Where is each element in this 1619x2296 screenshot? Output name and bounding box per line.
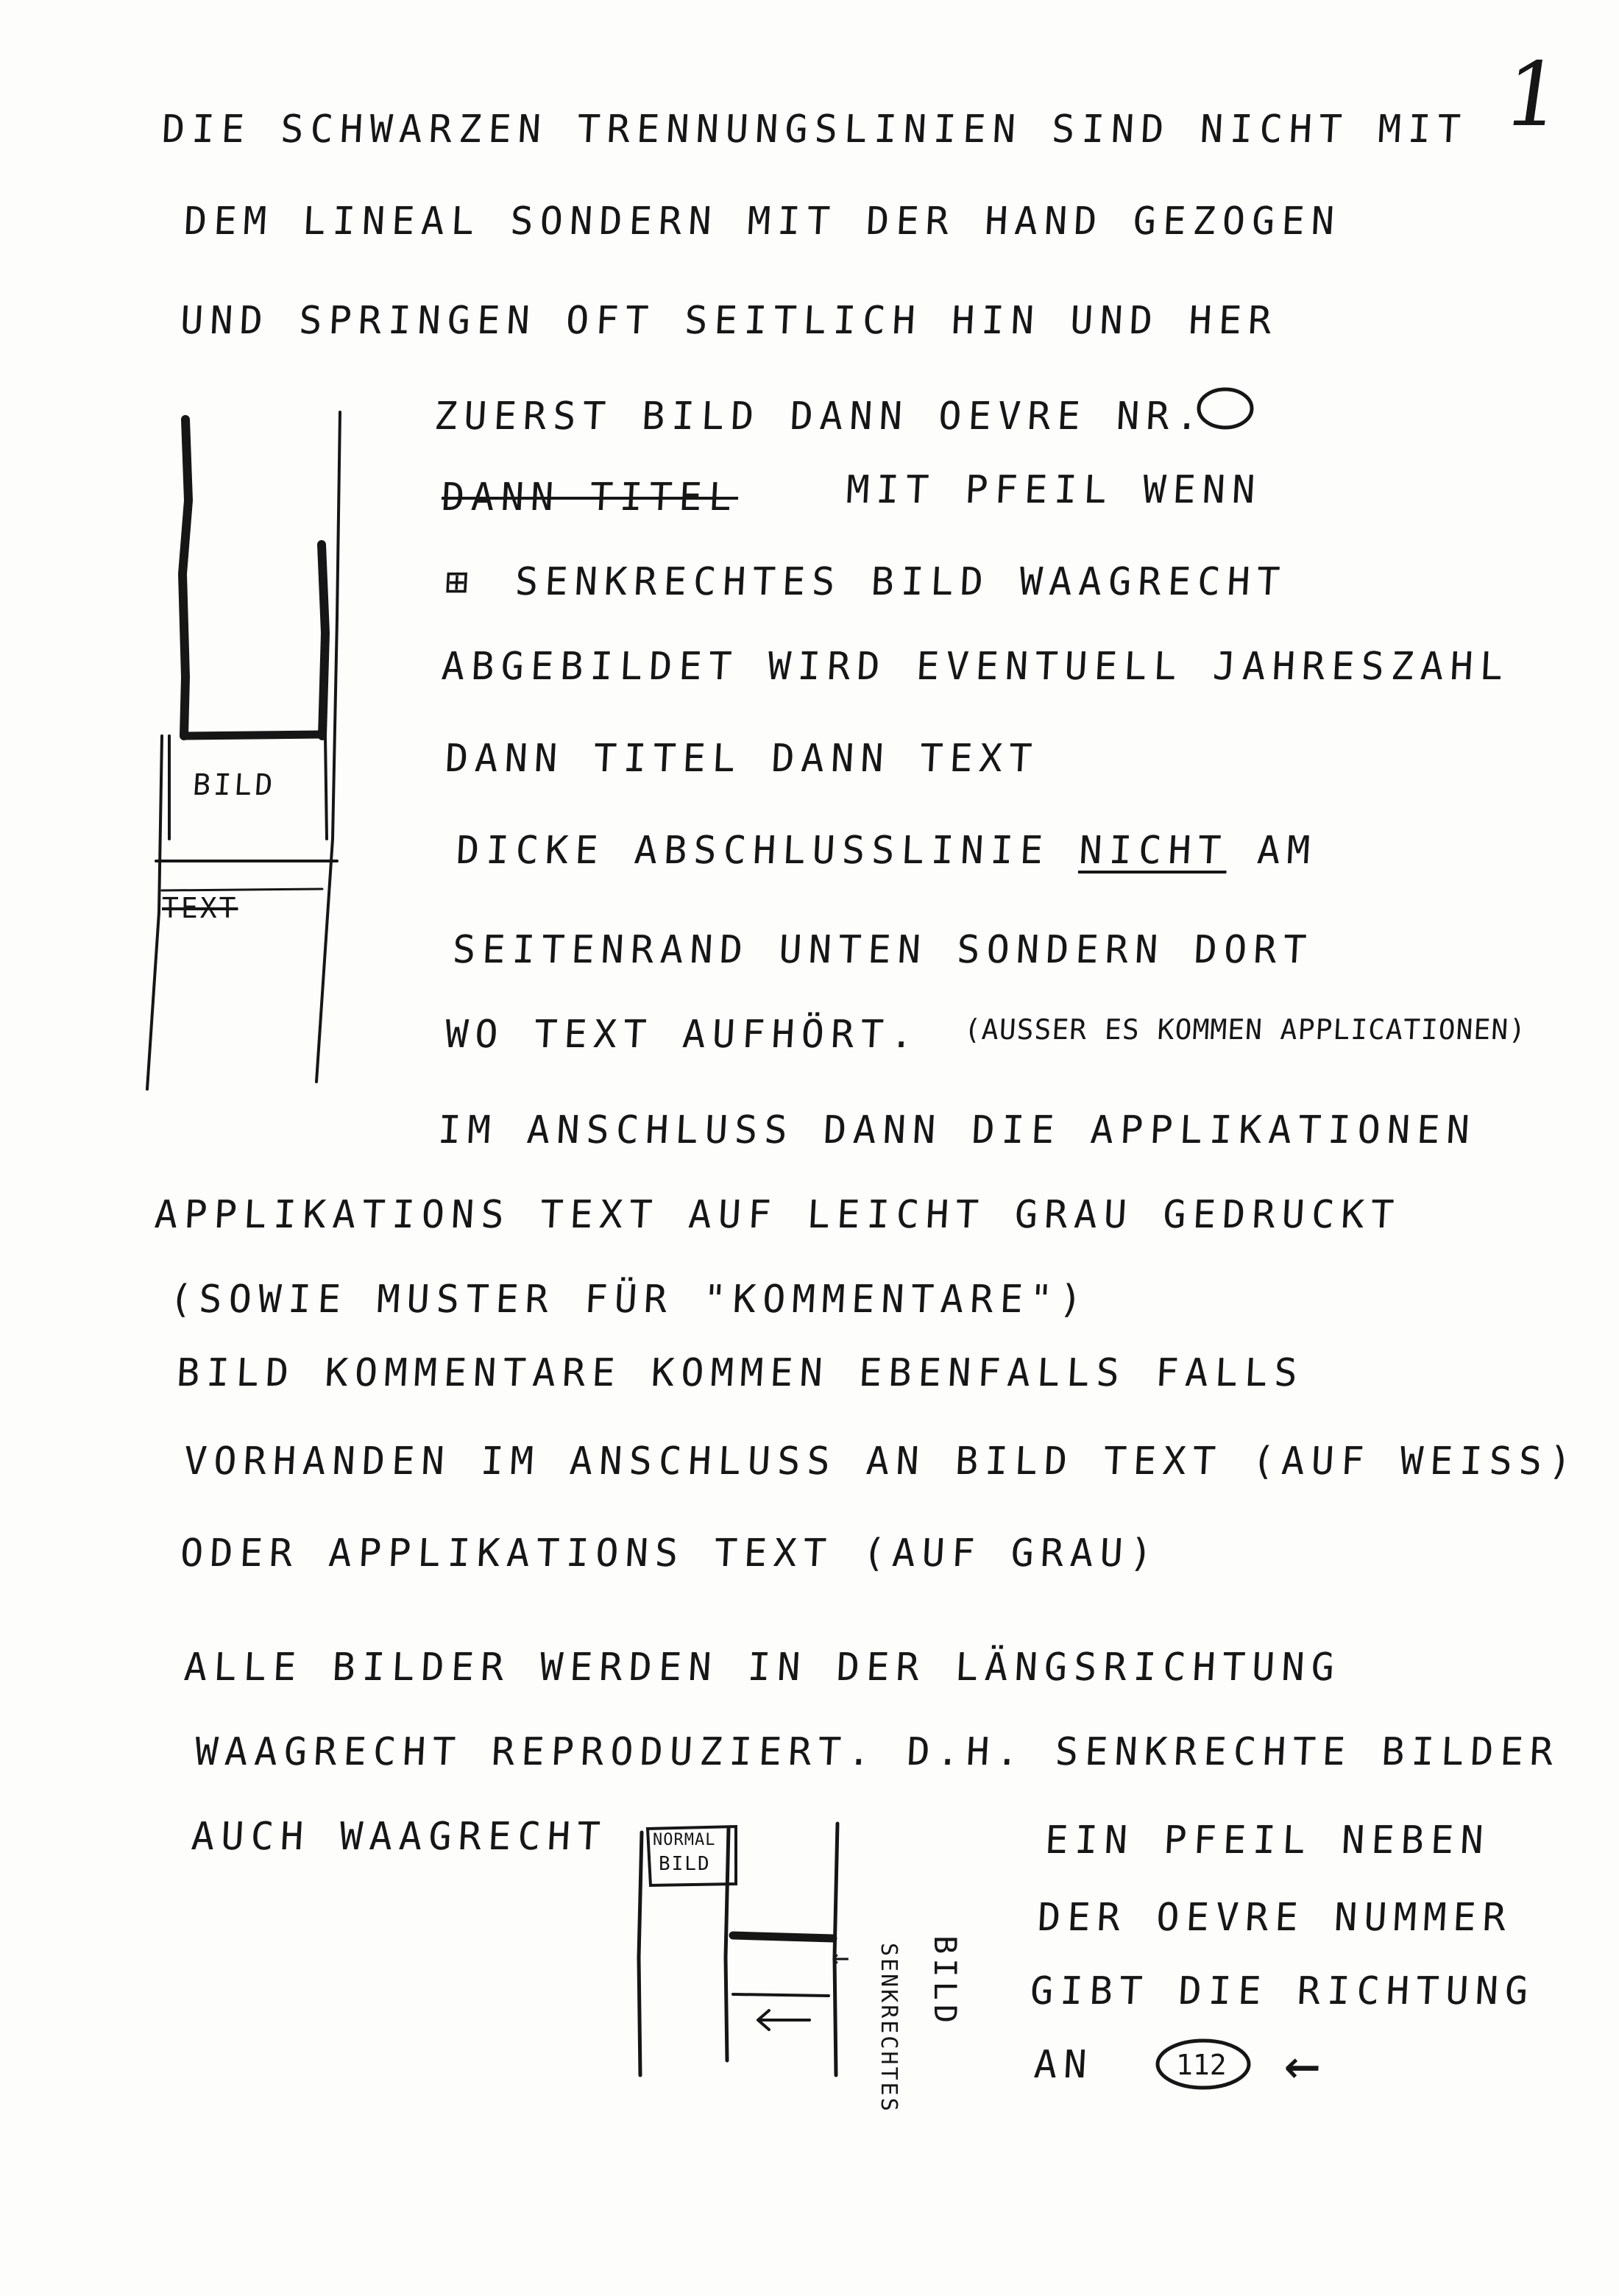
note-line: GIBT DIE RICHTUNG <box>1029 1969 1536 2013</box>
circle-symbol <box>1192 383 1258 434</box>
normal-bild-label: BILD <box>659 1853 711 1875</box>
normal-label: NORMAL <box>653 1831 716 1849</box>
note-line: IM ANSCHLUSS DANN DIE APPLIKATIONEN <box>436 1108 1478 1152</box>
note-line-struck: DANN TITEL <box>440 475 740 520</box>
sketch2-middle-line <box>726 1829 729 2061</box>
note-line <box>455 829 1318 873</box>
sketch-bild-label: BILD <box>191 768 277 802</box>
thick-closing-line <box>184 734 322 736</box>
sketch2-inner-arrow <box>758 2010 810 2030</box>
layout-sketch <box>132 397 353 1104</box>
note-line: ODER APPLIKATIONS TEXT (AUF GRAU) <box>179 1531 1161 1576</box>
note-line: (SOWIE MUSTER FÜR "KOMMENTARE") <box>168 1278 1091 1322</box>
note-line: AUCH WAAGRECHT <box>190 1815 608 1859</box>
note-line: ABGEBILDET WIRD EVENTUELL JAHRESZAHL <box>440 645 1511 689</box>
note-line: MIT PFEIL WENN <box>845 468 1263 512</box>
note-line: DIE SCHWARZEN TRENNUNGSLINIEN SIND NICHT MIT <box>160 107 1469 152</box>
arrow-left-icon: ← <box>1282 2030 1322 2100</box>
note-line: APPLIKATIONS TEXT AUF LEICHT GRAU GEDRUCKT <box>153 1193 1402 1237</box>
arrow-left-icon: ← <box>832 1941 850 1974</box>
sketch-text-label-struck: TEXT <box>162 892 238 924</box>
note-line: SEITENRAND UNTEN SONDERN DORT <box>451 928 1314 972</box>
grid-symbol: ⊞ <box>444 560 476 604</box>
oeuvre-number-example: 112 <box>1176 2049 1227 2081</box>
note-line: WO TEXT AUFHÖRT. <box>444 1013 921 1057</box>
note-line: DEM LINEAL SONDERN MIT DER HAND GEZOGEN <box>183 199 1342 244</box>
orientation-sketch <box>626 1810 861 2090</box>
note-line: EIN PFEIL NEBEN <box>1044 1818 1492 1863</box>
note-line: SENKRECHTES BILD WAAGRECHT <box>514 560 1288 604</box>
note-text: AM <box>1255 829 1318 873</box>
sketch2-thin-bar <box>733 1994 829 1996</box>
frame-right <box>316 412 340 1082</box>
thick-left-line <box>183 419 188 736</box>
note-line: BILD KOMMENTARE KOMMEN EBENFALLS FALLS <box>175 1351 1306 1395</box>
note-line: WAAGRECHT REPRODUZIERT. D.H. SENKRECHTE BILDER <box>194 1730 1561 1774</box>
frame-left <box>147 736 162 1089</box>
frame-mid-right <box>325 736 327 839</box>
note-line: ALLE BILDER WERDEN IN DER LÄNGSRICHTUNG <box>183 1645 1342 1690</box>
thick-right-line <box>322 545 325 736</box>
note-text: DICKE ABSCHLUSSLINIE <box>455 829 1051 873</box>
page-number: 1 <box>1498 44 1569 146</box>
note-line: UND SPRINGEN OFT SEITLICH HIN UND HER <box>179 299 1279 343</box>
note-line: DANN TITEL DANN TEXT <box>444 737 1040 781</box>
sketch2-thick-bar <box>733 1935 833 1938</box>
note-line: ZUERST BILD DANN OEVRE NR. <box>433 394 1207 439</box>
vertical-bild-label: BILD <box>927 1935 963 2028</box>
sketch2-left-line <box>639 1832 642 2075</box>
note-line: VORHANDEN IM ANSCHLUSS AN BILD TEXT (AUF WEISS) <box>183 1439 1579 1484</box>
text-divider <box>162 889 322 890</box>
senkrechtes-label: SENKRECHTES <box>876 1943 901 2113</box>
underlined-word: NICHT <box>1077 829 1229 873</box>
note-line: AN <box>1032 2043 1095 2087</box>
note-line: DER OEVRE NUMMER <box>1036 1896 1514 1940</box>
note-aside: (AUSSER ES KOMMEN APPLICATIONEN) <box>963 1013 1528 1046</box>
